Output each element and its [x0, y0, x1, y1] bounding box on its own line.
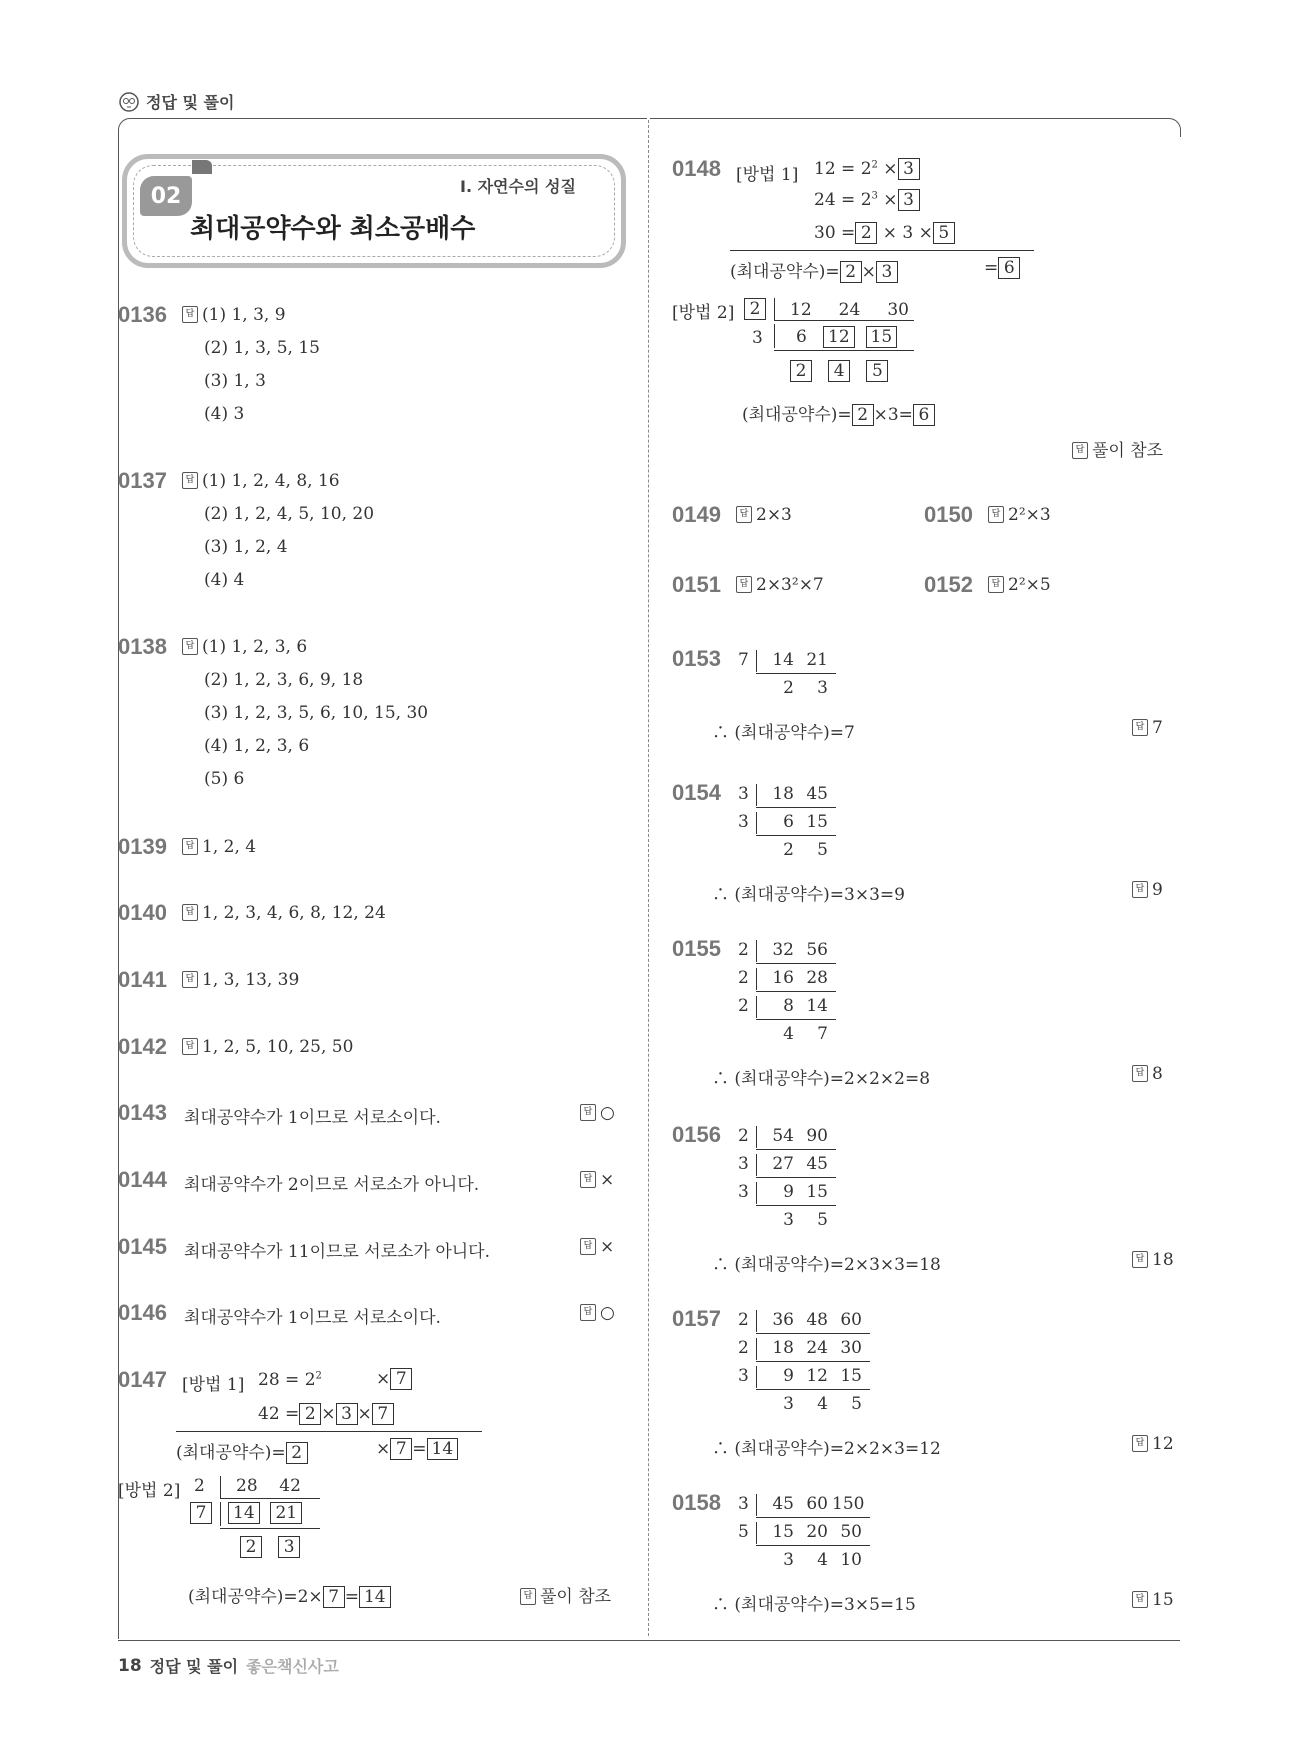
equation-line: $28 = 2^2$: [258, 1370, 322, 1390]
division-value: 32: [772, 940, 794, 960]
division-rule: [756, 1333, 870, 1334]
division-quotient: 4: [817, 1394, 828, 1414]
division-value: 15: [840, 1366, 862, 1386]
answer-line: 답 (1) 1, 3, 9: [182, 305, 286, 325]
division-value: 9: [783, 1366, 794, 1386]
page-number: 18: [118, 1655, 142, 1676]
answer-line: 답 풀이 참조: [520, 1582, 611, 1607]
division-rule: [756, 807, 836, 808]
division-bracket: [220, 1476, 221, 1498]
method-label: [방법 1]: [736, 165, 799, 185]
result-line: ∴ (최대공약수)=3×5=15: [712, 1595, 916, 1615]
answer-icon: 답: [182, 472, 198, 489]
result-line: ∴ (최대공약수)=2×2×2=8: [712, 1069, 931, 1089]
division-divisor: 7: [190, 1502, 212, 1524]
answer-line: (2) 1, 2, 4, 5, 10, 20: [204, 504, 375, 524]
answer-icon: 답: [736, 506, 752, 523]
answer-line: 답 (1) 1, 2, 3, 6: [182, 637, 307, 657]
column-divider: [648, 120, 649, 1636]
answer-icon: 답: [580, 1238, 596, 1255]
answer-icon: 답: [988, 506, 1004, 523]
division-divisor: 3: [738, 812, 749, 832]
answer-line: 답 ○: [580, 1303, 615, 1323]
division-value: 15: [806, 1182, 828, 1202]
answer-icon: 답: [1132, 1251, 1148, 1268]
division-rule: [220, 1498, 320, 1499]
division-bracket: [756, 1182, 757, 1204]
problem-number: 0158: [672, 1490, 721, 1515]
division-value: 12: [806, 1366, 828, 1386]
answer-line: [1132, 1590, 1174, 1610]
answer-icon: 답: [520, 1588, 536, 1605]
division-rule: [756, 963, 836, 964]
division-value: 24: [806, 1338, 828, 1358]
answer-icon: 답: [182, 904, 198, 921]
answer-value: 15: [1152, 1590, 1174, 1610]
method-label: [방법 2]: [672, 303, 735, 323]
answer-icon: 답: [182, 971, 198, 988]
division-quotient: 3: [817, 678, 828, 698]
division-divisor: 3: [738, 1366, 749, 1386]
answer-line: (4) 1, 2, 3, 6: [204, 736, 310, 756]
answer-line: [1132, 1064, 1163, 1084]
division-bracket: [756, 650, 757, 672]
division-value: 18: [772, 784, 794, 804]
problem-number: 0138: [118, 634, 167, 659]
division-bracket: [756, 1338, 757, 1360]
division-value: 60: [806, 1494, 828, 1514]
problem-number: 0136: [118, 302, 167, 327]
division-quotient: 2: [783, 678, 794, 698]
division-bracket: [220, 1502, 221, 1526]
answer-line: 답 2²×5: [988, 575, 1051, 595]
division-divisor: 2: [738, 996, 749, 1016]
division-value: 15: [806, 812, 828, 832]
division-rule: [774, 320, 914, 321]
answer-line: (3) 1, 2, 3, 5, 6, 10, 15, 30: [204, 703, 429, 723]
division-divisor: 2: [738, 1338, 749, 1358]
section-tab-decoration: [192, 160, 212, 174]
problem-number: 0139: [118, 834, 167, 859]
answer-line: 답 (1) 1, 2, 4, 8, 16: [182, 471, 340, 491]
answer-icon: 답: [580, 1104, 596, 1121]
answer-line: 답 2×3: [736, 505, 792, 525]
answer-icon: 답: [1132, 1065, 1148, 1082]
problem-number: 0140: [118, 900, 167, 925]
division-values: 6 12 15: [796, 326, 897, 348]
problem-number: 0146: [118, 1300, 167, 1325]
answer-icon: 답: [182, 638, 198, 655]
result-line: ∴ (최대공약수)=7: [712, 723, 855, 743]
division-bracket: [756, 1522, 757, 1544]
answer-line: (2) 1, 2, 3, 6, 9, 18: [204, 670, 364, 690]
answer-icon: 답: [1132, 1435, 1148, 1452]
division-bracket: [756, 1494, 757, 1516]
division-value: 14: [806, 996, 828, 1016]
division-bracket: [756, 812, 757, 834]
division-rule: [756, 1205, 836, 1206]
division-divisor: 2: [738, 1126, 749, 1146]
division-quotient: 3: [783, 1550, 794, 1570]
division-bracket: [756, 784, 757, 806]
answer-value: 12: [1152, 1434, 1174, 1454]
equation-line: $12 = 2^2 \times 3$: [814, 158, 920, 180]
division-divisor: 7: [738, 650, 749, 670]
answer-line: 답 2²×3: [988, 505, 1051, 525]
division-bracket: [774, 298, 775, 320]
division-values: 14 21: [228, 1502, 302, 1524]
division-quotient: 5: [817, 1210, 828, 1230]
division-divisor: 5: [738, 1522, 749, 1542]
page-footer: [118, 1654, 339, 1677]
problem-number: 0143: [118, 1100, 167, 1125]
division-quotient: 5: [817, 840, 828, 860]
division-divisor: 2: [738, 968, 749, 988]
division-quotient: 10: [840, 1550, 862, 1570]
explanation-text: 최대공약수가 1이므로 서로소이다.: [184, 1108, 441, 1128]
problem-number: 0151: [672, 572, 721, 597]
section-subtitle: Ⅰ. 자연수의 성질: [460, 177, 576, 196]
division-bracket: [756, 1310, 757, 1332]
answer-value: 8: [1152, 1064, 1163, 1084]
division-value: 27: [772, 1154, 794, 1174]
answer-icon: 답: [182, 306, 198, 323]
division-divisor: 2: [738, 1310, 749, 1330]
explanation-text: 최대공약수가 1이므로 서로소이다.: [184, 1308, 441, 1328]
division-divisor: 3: [752, 328, 763, 348]
division-rule: [756, 673, 836, 674]
equation-line: × 7 = 14: [376, 1438, 458, 1460]
division-divisor: 3: [738, 1154, 749, 1174]
division-value: 150: [832, 1494, 865, 1514]
owl-mascot-icon: [118, 91, 140, 113]
division-rule: [756, 1149, 836, 1150]
answer-line: (4) 3: [204, 404, 245, 424]
division-quotient: 5: [851, 1394, 862, 1414]
answer-icon: 답: [1072, 442, 1088, 459]
division-quotients: 2 3: [240, 1536, 300, 1558]
answer-line: 답 ×: [580, 1237, 614, 1257]
division-rule: [774, 350, 914, 351]
division-value: 8: [783, 996, 794, 1016]
division-bracket: [756, 940, 757, 962]
answer-icon: 답: [1132, 881, 1148, 898]
problem-number: 0155: [672, 936, 721, 961]
header-title: 정답 및 풀이: [146, 93, 235, 112]
section-title: 최대공약수와 최소공배수: [190, 214, 476, 244]
division-value: 15: [772, 1522, 794, 1542]
method-label: [방법 1]: [182, 1375, 245, 1395]
division-value: 50: [840, 1522, 862, 1542]
right-column-frame: [650, 118, 1181, 137]
division-rule: [756, 835, 836, 836]
division-divisor: 2: [194, 1476, 205, 1496]
answer-line: [1132, 1250, 1174, 1270]
result-line: ∴ (최대공약수)=2×2×3=12: [712, 1439, 941, 1459]
answer-line: (2) 1, 3, 5, 15: [204, 338, 320, 358]
division-value: 16: [772, 968, 794, 988]
division-divisor: 2: [738, 940, 749, 960]
problem-number: 0141: [118, 967, 167, 992]
answer-icon: 답: [580, 1304, 596, 1321]
equation-line: (최대공약수)=2× 7 = 14: [188, 1582, 391, 1608]
division-value: 60: [840, 1310, 862, 1330]
division-value: 18: [772, 1338, 794, 1358]
problem-number: 0147: [118, 1367, 167, 1392]
division-value: 14: [772, 650, 794, 670]
division-divisor: 3: [738, 1182, 749, 1202]
equation-line: (최대공약수)= 2: [176, 1438, 308, 1464]
problem-number: 0145: [118, 1234, 167, 1259]
division-value: 45: [806, 784, 828, 804]
division-value: 48: [806, 1310, 828, 1330]
answer-icon: 답: [182, 838, 198, 855]
division-value: 20: [806, 1522, 828, 1542]
division-rule: [756, 1177, 836, 1178]
problem-number: 0144: [118, 1167, 167, 1192]
problem-number: 0148: [672, 156, 721, 181]
division-value: 54: [772, 1126, 794, 1146]
division-quotient: 4: [817, 1550, 828, 1570]
division-bracket: [756, 1126, 757, 1148]
division-value: 45: [806, 1154, 828, 1174]
division-bracket: [756, 1154, 757, 1176]
division-quotient: 4: [783, 1024, 794, 1044]
division-value: 9: [783, 1182, 794, 1202]
problem-number: 0153: [672, 646, 721, 671]
division-value: 56: [806, 940, 828, 960]
equation-line: (최대공약수)= 2 × 3: [730, 257, 898, 283]
division-bracket: [774, 324, 775, 348]
answer-line: 답 ○: [580, 1103, 615, 1123]
answer-value: 9: [1152, 880, 1163, 900]
explanation-text: 최대공약수가 11이므로 서로소가 아니다.: [184, 1242, 490, 1262]
answer-line: [1132, 880, 1163, 900]
answer-line: (4) 4: [204, 570, 245, 590]
answer-icon: 답: [1132, 719, 1148, 736]
result-line: ∴ (최대공약수)=3×3=9: [712, 885, 905, 905]
division-value: 90: [806, 1126, 828, 1146]
problem-number: 0150: [924, 502, 973, 527]
equation-line: 42 = 2 × 3 × 7: [258, 1403, 394, 1425]
explanation-text: 최대공약수가 2이므로 서로소가 아니다.: [184, 1175, 480, 1195]
division-value: 30: [840, 1338, 862, 1358]
problem-number: 0149: [672, 502, 721, 527]
equation-line: 30 = 2 × 3 × 5: [814, 222, 955, 244]
problem-number: 0156: [672, 1122, 721, 1147]
problem-number: 0137: [118, 468, 167, 493]
division-value: 45: [772, 1494, 794, 1514]
division-rule: [756, 1517, 870, 1518]
answer-line: 답 ×: [580, 1170, 614, 1190]
division-rule: [756, 1019, 836, 1020]
answer-line: 답 1, 2, 4: [182, 837, 256, 857]
division-value: 6: [783, 812, 794, 832]
division-value: 21: [806, 650, 828, 670]
division-quotient: 2: [783, 840, 794, 860]
answer-icon: 답: [736, 576, 752, 593]
answer-line: 답 풀이 참조: [1072, 436, 1163, 461]
method-label: [방법 2]: [118, 1481, 181, 1501]
division-bracket: [756, 968, 757, 990]
answer-line: [1132, 718, 1163, 738]
answer-icon: 답: [1132, 1591, 1148, 1608]
answer-icon: 답: [182, 1038, 198, 1055]
division-quotients: 2 4 5: [790, 360, 888, 382]
division-quotient: 3: [783, 1394, 794, 1414]
division-value: 36: [772, 1310, 794, 1330]
equation-line: $24 = 2^3 \times 3$: [814, 189, 920, 211]
answer-line: (3) 1, 3: [204, 371, 266, 391]
division-bracket: [756, 1366, 757, 1388]
answer-line: 답 1, 2, 5, 10, 25, 50: [182, 1037, 353, 1057]
equation-line: × 7: [376, 1368, 412, 1390]
division-rule: [756, 1389, 870, 1390]
division-divisor: 2: [744, 298, 766, 320]
answer-icon: 답: [988, 576, 1004, 593]
problem-number: 0157: [672, 1306, 721, 1331]
division-value: 28: [806, 968, 828, 988]
division-quotient: 7: [817, 1024, 828, 1044]
answer-value: 18: [1152, 1250, 1174, 1270]
division-rule: [756, 991, 836, 992]
answer-line: (5) 6: [204, 769, 245, 789]
division-values: 28 42: [236, 1476, 301, 1496]
division-rule: [756, 1361, 870, 1362]
answer-line: 답 1, 3, 13, 39: [182, 970, 299, 990]
footer-rule: [118, 1640, 1180, 1641]
division-rule: [756, 1545, 870, 1546]
answer-line: 답 1, 2, 3, 4, 6, 8, 12, 24: [182, 903, 386, 923]
division-divisor: 3: [738, 1494, 749, 1514]
equation-line: (최대공약수)= 2 ×3= 6: [742, 400, 935, 426]
page-header: [118, 90, 234, 113]
division-values: 12 24 30: [790, 300, 909, 320]
equation-line: = 6: [984, 257, 1020, 279]
result-line: ∴ (최대공약수)=2×3×3=18: [712, 1255, 941, 1275]
answer-line: [1132, 1434, 1174, 1454]
problem-number: 0154: [672, 780, 721, 805]
footer-title: 정답 및 풀이: [149, 1657, 239, 1676]
section-number: 02: [140, 176, 192, 216]
summary-rule: [176, 1431, 482, 1432]
division-divisor: 3: [738, 784, 749, 804]
answer-icon: 답: [580, 1171, 596, 1188]
division-rule: [220, 1528, 320, 1529]
division-quotient: 3: [783, 1210, 794, 1230]
answer-line: (3) 1, 2, 4: [204, 537, 288, 557]
problem-number: 0152: [924, 572, 973, 597]
problem-number: 0142: [118, 1034, 167, 1059]
answer-value: 7: [1152, 718, 1163, 738]
answer-line: 답 2×3²×7: [736, 575, 824, 595]
publisher-watermark: 좋은책신사고: [246, 1657, 339, 1676]
division-bracket: [756, 996, 757, 1018]
summary-rule: [730, 250, 1034, 251]
